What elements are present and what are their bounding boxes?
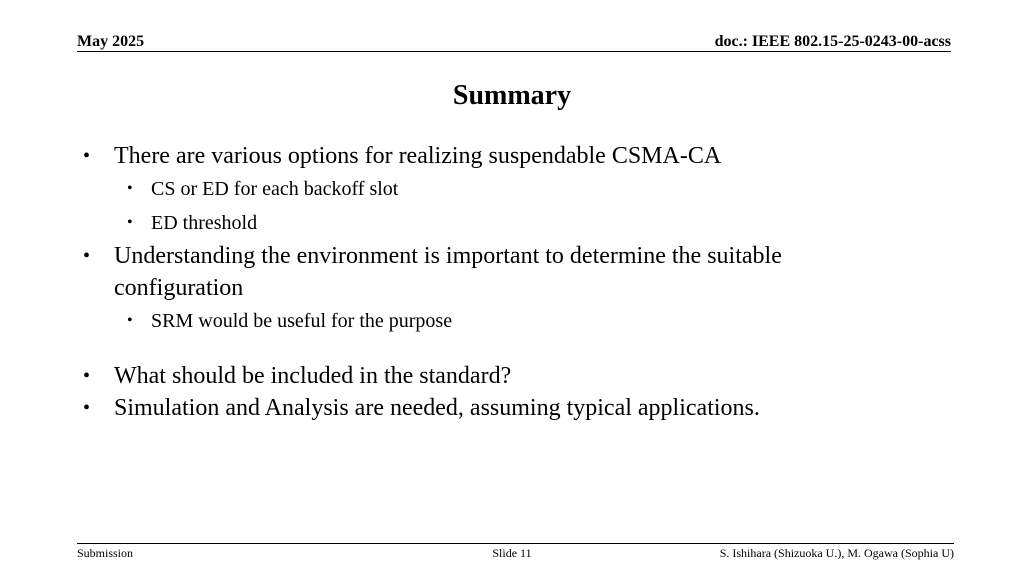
sub-bullet-text-1-2: ED threshold (151, 212, 258, 234)
sub-bullet-icon: • (127, 180, 133, 197)
bullet-item-3 (83, 360, 863, 392)
sub-bullet-icon: • (127, 214, 133, 231)
bullet-icon: • (83, 365, 91, 387)
sub-bullet-text-1-1: CS or ED for each backoff slot (151, 178, 399, 200)
sub-bullet-item-2-1 (83, 304, 863, 338)
slide-content (83, 140, 863, 424)
footer-submission: Submission (77, 546, 134, 560)
footer-slide-number: Slide 11 (492, 546, 532, 560)
sub-bullet-icon: • (127, 312, 133, 329)
bullet-text-3: What should be included in the standard? (114, 363, 512, 389)
spacer (83, 338, 863, 360)
sub-bullet-text-2-1: SRM would be useful for the purpose (151, 310, 453, 332)
bullet-icon: • (83, 245, 91, 267)
bullet-item-1 (83, 140, 863, 172)
slide-title: Summary (452, 80, 572, 111)
bullet-item-4 (83, 392, 863, 424)
footer-divider (77, 543, 954, 544)
footer-authors: S. Ishihara (Shizuoka U.), M. Ogawa (Sophia U) (719, 546, 954, 560)
bullet-text-2: Understanding the environment is important to determine the suitable configuration (114, 243, 782, 301)
sub-bullet-item-1-2 (83, 206, 863, 240)
bullet-text-4: Simulation and Analysis are needed, assuming typical applications. (114, 395, 760, 421)
bullet-icon: • (83, 397, 91, 419)
header-divider (77, 51, 951, 52)
bullet-text-1: There are various options for realizing suspendable CSMA-CA (114, 143, 722, 169)
bullet-item-2 (83, 240, 863, 304)
bullet-icon: • (83, 145, 91, 167)
header-doc-id: doc.: IEEE 802.15-25-0243-00-acss (714, 33, 951, 50)
sub-bullet-item-1-1 (83, 172, 863, 206)
header-date: May 2025 (77, 33, 145, 50)
